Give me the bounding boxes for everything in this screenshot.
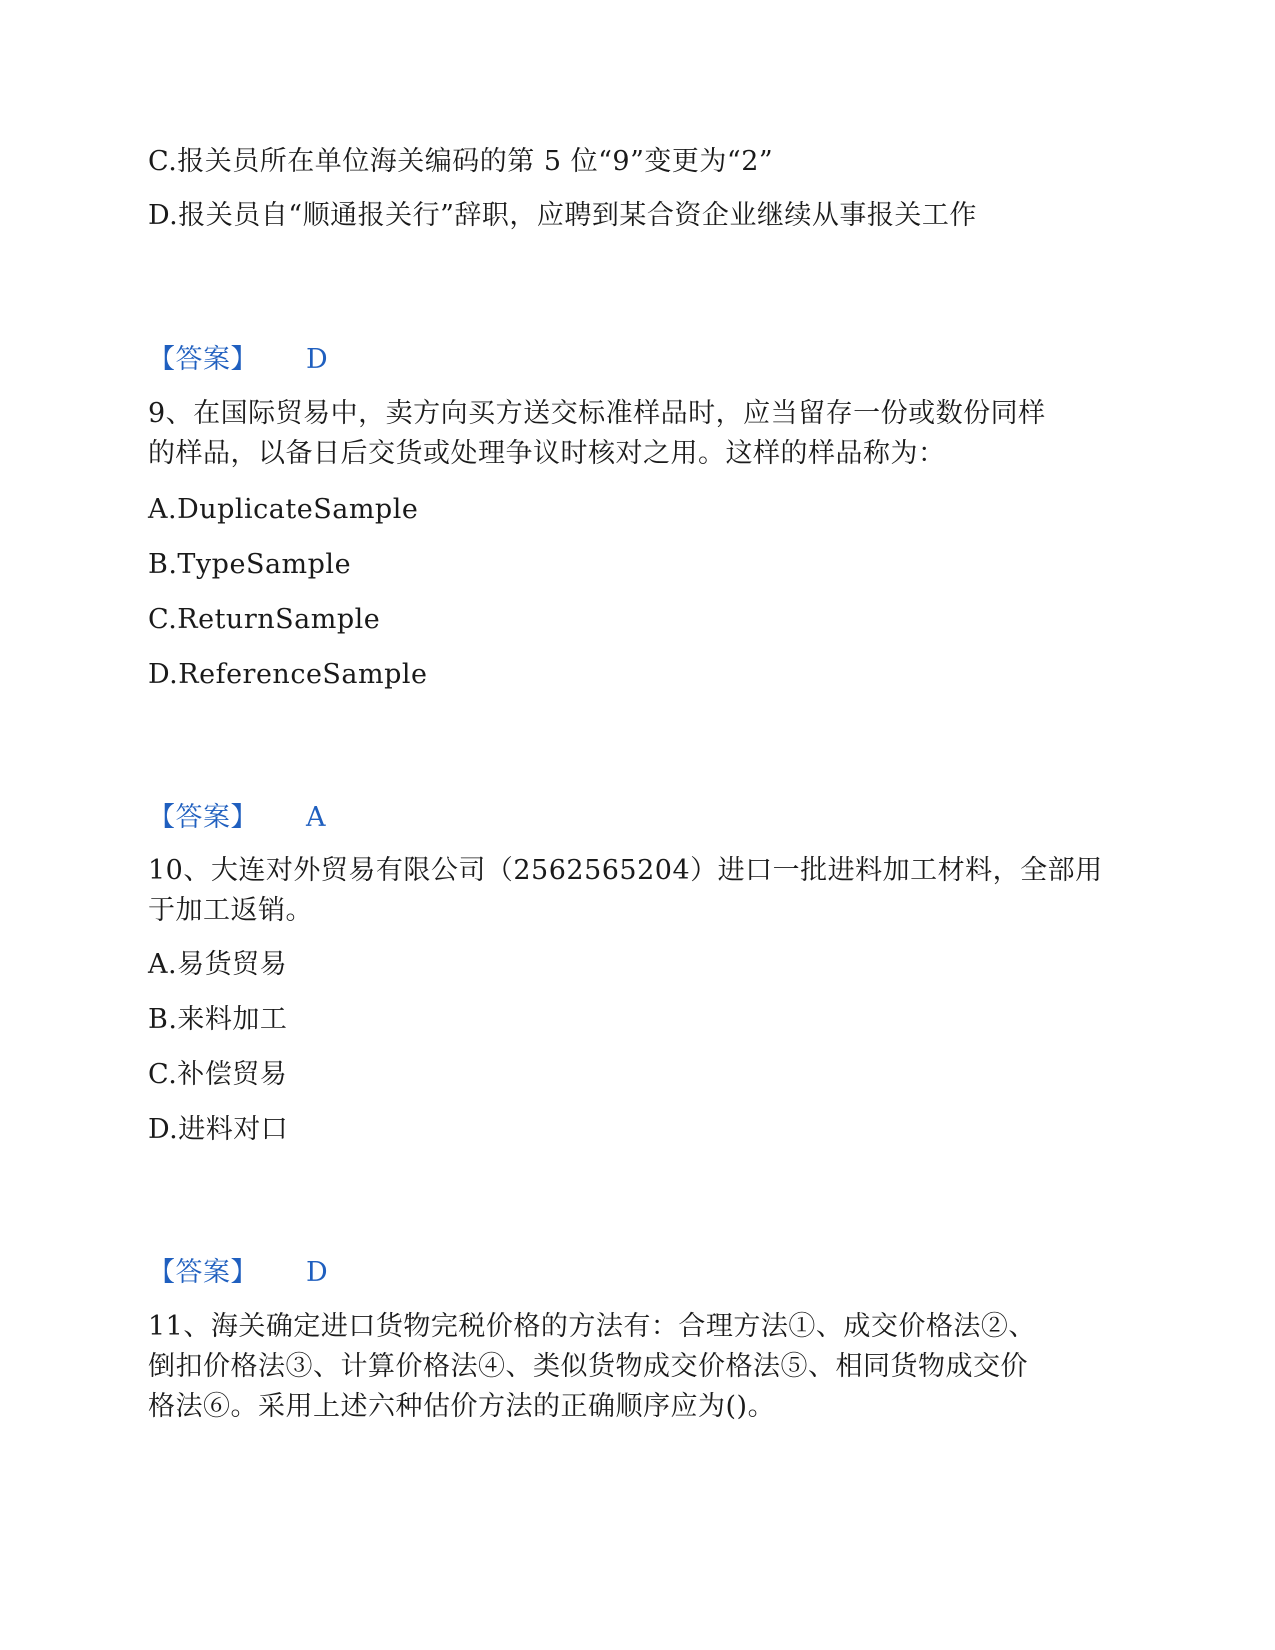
q10-stem-line-1: 10、大连对外贸易有限公司（2562565204）进口一批进料加工材料，全部用 [148, 855, 1103, 886]
answer-label: 【答案】 [148, 1257, 258, 1288]
answer-value: A [306, 802, 326, 833]
q8-option-d: D.报关员自“顺通报关行”辞职，应聘到某合资企业继续从事报关工作 [148, 200, 977, 231]
q10-option-d: D.进料对口 [148, 1114, 289, 1145]
answer-label: 【答案】 [148, 344, 258, 375]
q11-stem-line-2: 倒扣价格法③、计算价格法④、类似货物成交价格法⑤、相同货物成交价 [148, 1351, 1028, 1382]
q9-option-a: A.DuplicateSample [148, 494, 419, 525]
q10-option-b: B.来料加工 [148, 1004, 288, 1035]
q11-stem-line-1: 11、海关确定进口货物完税价格的方法有：合理方法①、成交价格法②、 [148, 1311, 1036, 1342]
q10-option-a: A.易货贸易 [148, 949, 288, 980]
answer-value: D [306, 344, 329, 375]
q10-answer [148, 1253, 328, 1293]
q9-option-d: D.ReferenceSample [148, 659, 428, 690]
answer-label: 【答案】 [148, 802, 258, 833]
answer-value: D [306, 1257, 329, 1288]
q9-stem-line-2: 的样品，以备日后交货或处理争议时核对之用。这样的样品称为： [148, 438, 946, 469]
q10-option-c: C.补偿贸易 [148, 1059, 288, 1090]
q8-answer [148, 340, 328, 380]
q9-stem-line-1: 9、在国际贸易中，卖方向买方送交标准样品时，应当留存一份或数份同样 [148, 398, 1046, 429]
q8-option-c: C.报关员所在单位海关编码的第 5 位“9”变更为“2” [148, 146, 774, 177]
q9-option-b: B.TypeSample [148, 549, 352, 580]
q11-stem-line-3: 格法⑥。采用上述六种估价方法的正确顺序应为()。 [148, 1391, 776, 1422]
q9-answer [148, 798, 326, 838]
q9-option-c: C.ReturnSample [148, 604, 381, 635]
q10-stem-line-2: 于加工返销。 [148, 895, 313, 926]
